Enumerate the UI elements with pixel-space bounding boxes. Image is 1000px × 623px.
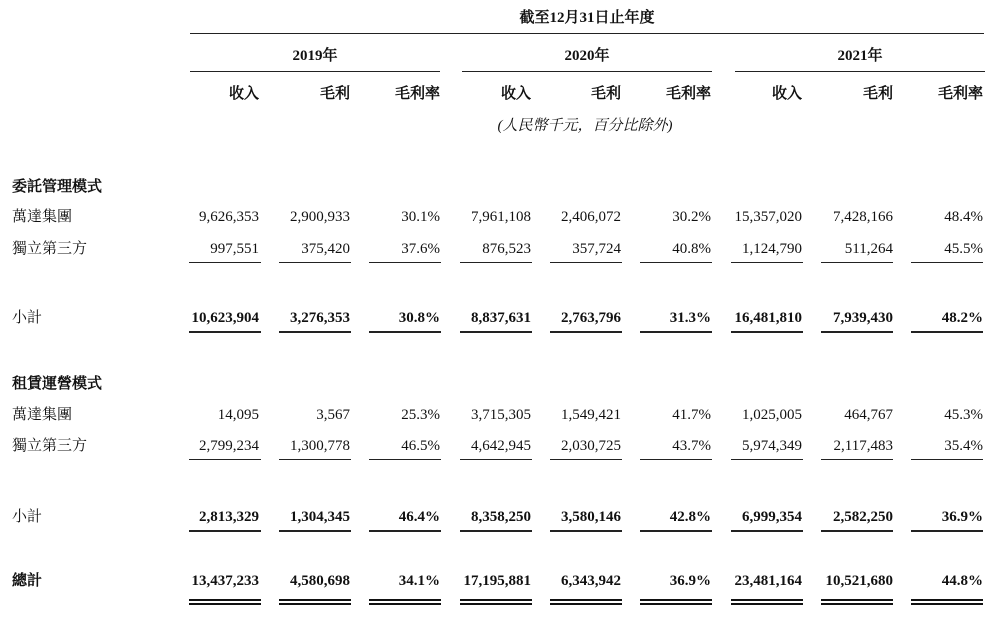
table-cell: 997,551 (210, 241, 259, 257)
underline (821, 530, 893, 532)
table-cell: 7,939,430 (833, 310, 893, 326)
table-cell: 7,428,166 (833, 209, 893, 225)
double-underline (189, 599, 261, 605)
column-header: 收入 (771, 86, 802, 102)
table-cell: 2,582,250 (833, 509, 893, 525)
underline (460, 331, 532, 333)
table-cell: 3,276,353 (290, 310, 350, 326)
table-cell: 34.1% (398, 573, 440, 589)
year-2020-heading: 2020年 (564, 48, 610, 64)
column-header: 毛利 (862, 86, 893, 102)
year-2021-heading: 2021年 (837, 48, 883, 64)
underline (911, 459, 983, 460)
table-cell: 2,763,796 (561, 310, 621, 326)
table-cell: 5,974,349 (742, 438, 802, 454)
underline (550, 530, 622, 532)
table-cell: 45.5% (944, 241, 983, 257)
underline (189, 530, 261, 532)
table-cell: 7,961,108 (471, 209, 531, 225)
table-cell: 41.7% (672, 407, 711, 423)
underline (731, 530, 803, 532)
header-rule (190, 33, 984, 34)
table-cell: 511,264 (844, 241, 893, 257)
underline (640, 262, 712, 263)
row-label: 獨立第三方 (12, 241, 88, 257)
table-cell: 2,813,329 (199, 509, 259, 525)
double-underline (550, 599, 622, 605)
table-cell: 1,300,778 (290, 438, 350, 454)
column-header: 收入 (228, 86, 259, 102)
column-header: 毛利率 (394, 86, 440, 102)
column-header: 收入 (500, 86, 531, 102)
table-cell: 357,724 (572, 241, 621, 257)
underline (731, 459, 803, 460)
underline (369, 331, 441, 333)
underline (911, 530, 983, 532)
table-cell: 25.3% (401, 407, 440, 423)
period-title: 截至12月31日止年度 (519, 10, 655, 26)
table-cell: 3,715,305 (471, 407, 531, 423)
table-cell: 4,642,945 (471, 438, 531, 454)
double-underline (279, 599, 351, 605)
double-underline (731, 599, 803, 605)
table-cell: 46.5% (401, 438, 440, 454)
underline (369, 262, 441, 263)
table-cell: 3,567 (316, 407, 350, 423)
double-underline (369, 599, 441, 605)
underline (460, 530, 532, 532)
table-cell: 1,549,421 (561, 407, 621, 423)
column-header: 毛利 (319, 86, 350, 102)
table-cell: 36.9% (669, 573, 711, 589)
double-underline (640, 599, 712, 605)
table-cell: 46.4% (398, 509, 440, 525)
table-cell: 45.3% (944, 407, 983, 423)
double-underline (821, 599, 893, 605)
year-2021-rule (735, 71, 985, 72)
column-header: 毛利率 (937, 86, 983, 102)
table-cell: 10,521,680 (825, 573, 893, 589)
underline (550, 262, 622, 263)
table-cell: 30.2% (672, 209, 711, 225)
underline (279, 459, 351, 460)
underline (911, 262, 983, 263)
table-cell: 3,580,146 (561, 509, 621, 525)
column-header: 毛利率 (665, 86, 711, 102)
table-cell: 14,095 (217, 407, 259, 423)
year-2019-heading: 2019年 (292, 48, 338, 64)
subtotal-label: 小計 (12, 509, 43, 525)
table-cell: 2,117,483 (833, 438, 893, 454)
underline (731, 331, 803, 333)
table-cell: 23,481,164 (734, 573, 802, 589)
table-cell: 30.1% (401, 209, 440, 225)
underline (731, 262, 803, 263)
row-label: 獨立第三方 (12, 438, 88, 454)
table-cell: 16,481,810 (734, 310, 802, 326)
table-cell: 17,195,881 (463, 573, 531, 589)
table-cell: 42.8% (669, 509, 711, 525)
table-cell: 43.7% (672, 438, 711, 454)
row-label: 萬達集團 (12, 209, 73, 225)
underline (189, 262, 261, 263)
double-underline (911, 599, 983, 605)
table-cell: 6,343,942 (561, 573, 621, 589)
total-label: 總計 (12, 573, 43, 589)
underline (369, 530, 441, 532)
underline (640, 530, 712, 532)
table-cell: 35.4% (944, 438, 983, 454)
table-cell: 1,304,345 (290, 509, 350, 525)
underline (460, 459, 532, 460)
table-cell: 2,406,072 (561, 209, 621, 225)
double-underline (460, 599, 532, 605)
underline (821, 459, 893, 460)
table-cell: 2,900,933 (290, 209, 350, 225)
table-cell: 9,626,353 (199, 209, 259, 225)
table-cell: 40.8% (672, 241, 711, 257)
table-cell: 876,523 (482, 241, 531, 257)
table-cell: 8,358,250 (471, 509, 531, 525)
section-title-leasing: 租賃運營模式 (12, 376, 103, 392)
table-cell: 36.9% (941, 509, 983, 525)
underline (550, 459, 622, 460)
section-title-managed: 委託管理模式 (12, 179, 103, 195)
table-cell: 37.6% (401, 241, 440, 257)
table-cell: 375,420 (301, 241, 350, 257)
table-cell: 30.8% (398, 310, 440, 326)
unit-note: (人民幣千元，百分比除外) (497, 118, 673, 134)
underline (279, 331, 351, 333)
table-cell: 6,999,354 (742, 509, 802, 525)
underline (640, 459, 712, 460)
table-cell: 10,623,904 (191, 310, 259, 326)
table-cell: 13,437,233 (191, 573, 259, 589)
table-cell: 464,767 (844, 407, 893, 423)
row-label: 萬達集團 (12, 407, 73, 423)
table-cell: 8,837,631 (471, 310, 531, 326)
table-cell: 48.2% (941, 310, 983, 326)
year-2020-rule (462, 71, 712, 72)
underline (189, 459, 261, 460)
table-cell: 4,580,698 (290, 573, 350, 589)
table-cell: 1,124,790 (742, 241, 802, 257)
underline (550, 331, 622, 333)
table-cell: 44.8% (941, 573, 983, 589)
underline (821, 331, 893, 333)
column-header: 毛利 (590, 86, 621, 102)
underline (821, 262, 893, 263)
underline (640, 331, 712, 333)
underline (189, 331, 261, 333)
underline (911, 331, 983, 333)
table-cell: 1,025,005 (742, 407, 802, 423)
underline (279, 262, 351, 263)
table-cell: 2,030,725 (561, 438, 621, 454)
underline (279, 530, 351, 532)
year-2019-rule (190, 71, 440, 72)
table-cell: 31.3% (669, 310, 711, 326)
underline (460, 262, 532, 263)
table-cell: 48.4% (944, 209, 983, 225)
subtotal-label: 小計 (12, 310, 43, 326)
table-cell: 15,357,020 (734, 209, 802, 225)
table-cell: 2,799,234 (199, 438, 259, 454)
underline (369, 459, 441, 460)
